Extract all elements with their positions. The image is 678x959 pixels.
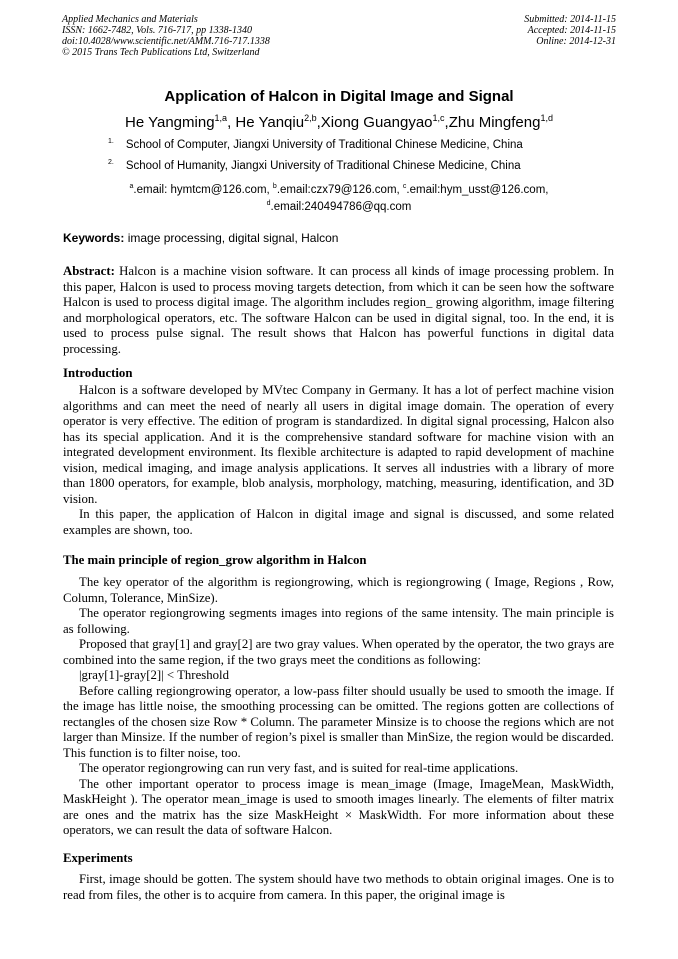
author-affiliation-mark: 1,d [540, 113, 553, 123]
section-heading-introduction: Introduction [63, 366, 133, 380]
author-affiliation-mark: 1,c [432, 113, 445, 123]
email-mark: d [266, 199, 271, 207]
paragraph: The operator regiongrowing segments images into regions of the same intensity. The main principle is as following. [63, 606, 614, 636]
email-mark: b [272, 183, 277, 190]
author-affiliation-mark: 2,b [304, 113, 317, 123]
journal-info [62, 14, 270, 58]
email-mark: a [129, 183, 134, 190]
submitted-date: Submitted: 2014-11-15 [524, 14, 616, 25]
author-affiliation-mark: 1,a [214, 113, 228, 123]
formula: |gray[1]-gray[2]| < Threshold [79, 668, 229, 682]
doi: doi:10.4028/www.scientific.net/AMM.716-717.1338 [62, 36, 270, 47]
affiliation [108, 138, 523, 151]
accepted-date: Accepted: 2014-11-15 [527, 25, 616, 36]
author-name: He Yangming [125, 114, 215, 131]
abstract-label: Abstract: [63, 264, 115, 278]
keywords [63, 231, 338, 245]
author-name: Zhu Mingfeng [448, 114, 541, 131]
section-introduction [63, 383, 614, 538]
author-emails [0, 180, 678, 214]
affiliation-number: 1. [108, 138, 114, 145]
paragraph: Proposed that gray[1] and gray[2] are two gray values. When operated by the operator, the two grays are combined into the same region, if the two grays meet the conditions as following: [63, 637, 614, 667]
paragraph: The key operator of the algorithm is regiongrowing, which is regiongrowing ( Image, Regions , Row, Column, Tolerance, MinSize). [63, 575, 614, 605]
paragraph: Halcon is a software developed by MVtec Company in Germany. It has a lot of perfect machine vision algorithms and can meet the need of nearly all users in digital image domain. The operation of every operator is very effective. The edition of program is standardized. In digital signal processing, Halcon also has its special application. And it is the comprehensive standard software for machine vision with an integrated development environment. Its flexible architecture is adapted to rapid development of machine vision, medical imaging, and image analysis applications. It serves all industries with a library of more than 1800 operators, for example, blob analysis, morphology, matching, measuring, identification, and 3D vision. [63, 383, 614, 506]
section-main-principle [63, 575, 614, 839]
paragraph: The other important operator to process image is mean_image (Image, ImageMean, MaskWidth, MaskHeight ). The operator mean_image is used to smooth images linearly. The elements of filter matrix are ones and the matrix has the size MaskHeight × MaskWidth. For more information about these operators, we can result the data of software Halcon. [63, 776, 614, 837]
online-date: Online: 2014-12-31 [536, 36, 616, 47]
author-name: He Yanqiu [235, 114, 305, 131]
author-list: He Yangming$^{1,a}$, He Yanqiu$^{2,b}$,Xiong Guangyao$^{1,c}$,Zhu Mingfeng$^{1,d}$ [125, 113, 553, 131]
submission-dates [524, 14, 616, 47]
section-heading-main-principle: The main principle of region_grow algorithm in Halcon [63, 553, 367, 567]
paragraph: First, image should be gotten. The system should have two methods to obtain original images. One is to read from files, the other is to acquire from camera. In this paper, the original image is [63, 872, 614, 902]
section-heading-experiments: Experiments [63, 851, 133, 865]
abstract-text: Halcon is a machine vision software. It can process all kinds of image processing problem. In this paper, Halcon is used to process moving targets detection, from which it can be seen how the software Halcon is used to process digital image. The algorithm includes region_ growing algorithm, image filtering and morphological operators, etc. The software Halcon can be used in digital signal, too. In the end, it is used to process pulse signal. The result shows that Halcon has powerful functions in digital data processing. [63, 264, 614, 356]
copyright: © 2015 Trans Tech Publications Ltd, Switzerland [62, 47, 260, 58]
issn: ISSN: 1662-7482, Vols. 716-717, pp 1338-1340 [62, 25, 252, 36]
paragraph: Before calling regiongrowing operator, a low-pass filter should usually be used to smooth the image. If the image has little noise, the smoothing processing can be omitted. The regions gotten are collections of rectangles of the chosen size Row * Column. The parameter Minsize is to choose the regions which are not larger than Minsize. If the number of region’s pixel is smaller than MinSize, the region would be discarded. This function is to filter noise, too. [63, 683, 614, 760]
section-experiments [63, 872, 614, 903]
paper-title: Application of Halcon in Digital Image and Signal [164, 88, 514, 105]
email-mark: c [402, 183, 407, 190]
affiliation [108, 159, 521, 172]
email-d: .email:240494786@qq.com [270, 200, 412, 213]
email-a: .email: hymtcm@126.com, [133, 183, 273, 196]
keywords-label: Keywords: [63, 231, 125, 245]
affiliation-text: School of Computer, Jiangxi University of Traditional Chinese Medicine, China [125, 138, 523, 151]
abstract [63, 264, 614, 357]
email-b: .email:czx79@126.com, [276, 183, 403, 196]
paragraph: The operator regiongrowing can run very fast, and is suited for real-time applications. [79, 761, 519, 775]
affiliation-number: 2. [108, 159, 114, 166]
journal-name: Applied Mechanics and Materials [62, 14, 198, 25]
keywords-text: image processing, digital signal, Halcon [124, 231, 339, 245]
paragraph: In this paper, the application of Halcon in digital image and signal is discussed, and some related examples are shown, too. [63, 507, 614, 537]
author-name: Xiong Guangyao [320, 114, 433, 131]
affiliation-text: School of Humanity, Jiangxi University of Traditional Chinese Medicine, China [125, 159, 521, 172]
email-c: .email:hym_usst@126.com, [406, 183, 549, 196]
